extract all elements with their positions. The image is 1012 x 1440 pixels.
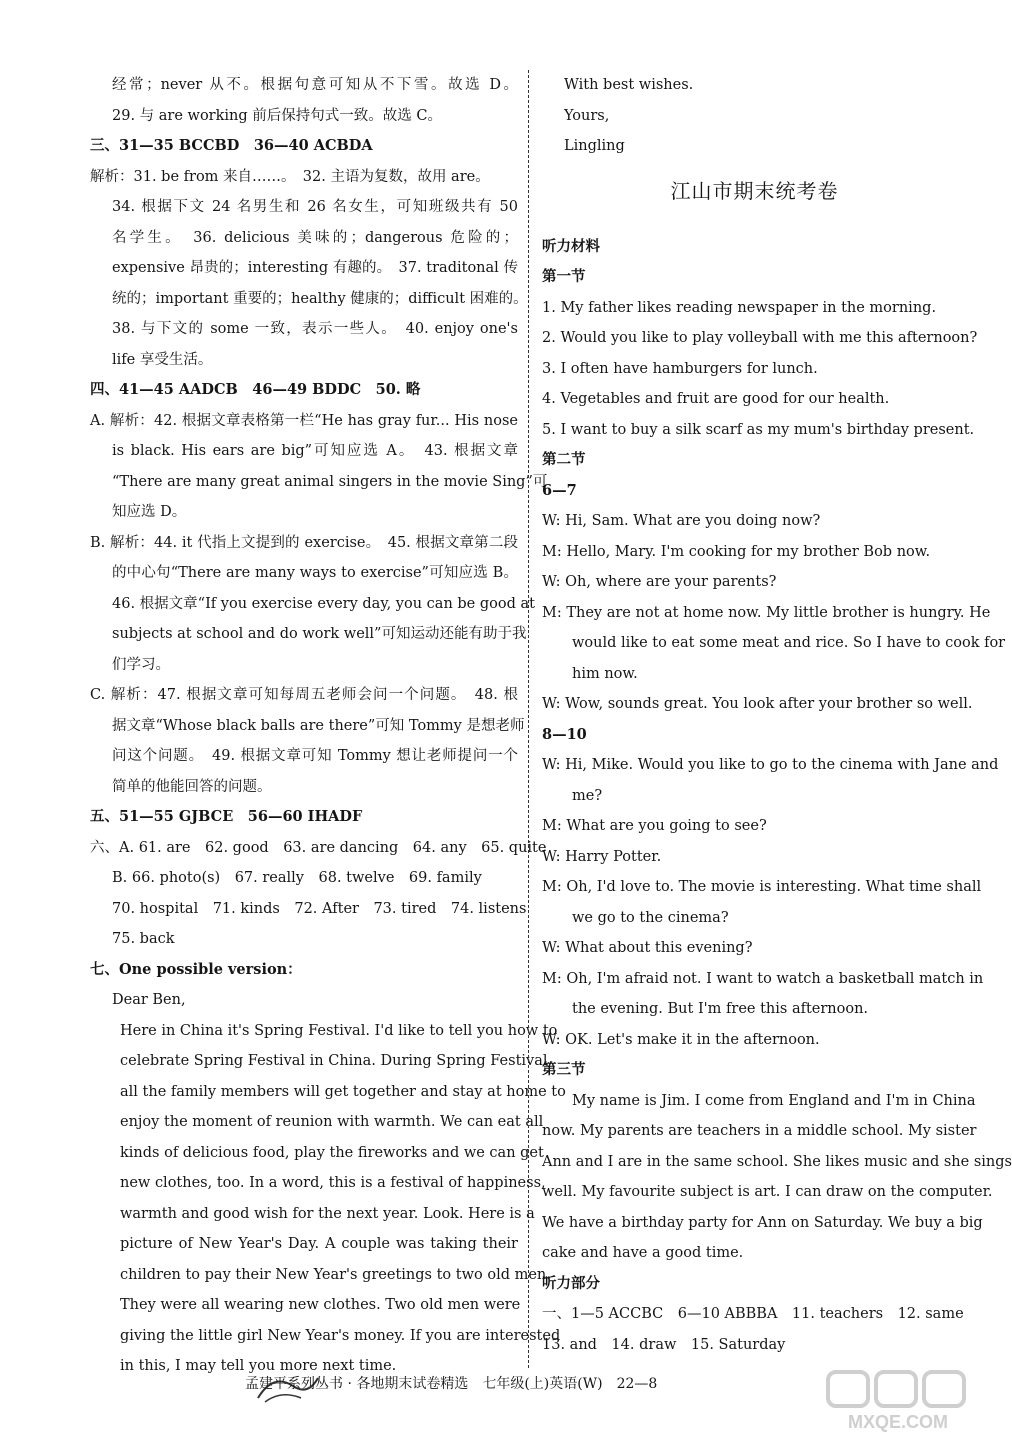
left-column-line: 名学生。 36. delicious 美味的；dangerous 危险的； [112, 229, 518, 246]
letter-closing-line: Yours, [564, 107, 610, 124]
left-column-line: 解析：31. be from 来自……。 32. 主语为复数，故用 are。 [90, 168, 490, 185]
left-column-line: 38. 与下文的 some 一致，表示一些人。 40. enjoy one's [112, 321, 518, 337]
listening-materials [542, 232, 1012, 1361]
listening-line: would like to eat some meat and rice. So I have to cook for [572, 635, 1006, 651]
left-column-line: 四、41—45 AADCB 46—49 BDDC 50. 略 [90, 381, 421, 398]
listening-line: We have a birthday party for Ann on Saturday. We buy a big [542, 1214, 983, 1231]
left-column-line: is black. His ears are big”可知应选 A。 43. 根据文章 [112, 443, 518, 459]
left-column-line: celebrate Spring Festival in China. During Spring Festival, [120, 1053, 553, 1069]
letter-closing [542, 70, 967, 162]
listening-line: 3. I often have hamburgers for lunch. [542, 360, 818, 377]
left-column-line: A. 解析：42. 根据文章表格第一栏“He has gray fur... His nose [90, 412, 518, 429]
listening-line: we go to the cinema? [572, 909, 729, 926]
listening-line: 8—10 [542, 725, 587, 743]
listening-line: M: What are you going to see? [542, 818, 767, 834]
watermark-logo-icon [820, 1368, 980, 1440]
listening-line: 13. and 14. draw 15. Saturday [542, 1336, 786, 1353]
left-column-line: 五、51—55 GJBCE 56—60 IHADF [90, 808, 363, 825]
listening-line: 听力部分 [542, 1274, 600, 1292]
left-column-line: B. 66. photo(s) 67. really 68. twelve 69. family [112, 870, 482, 886]
left-column-line: 简单的他能回答的问题。 [112, 778, 272, 795]
listening-line: 第三节 [542, 1061, 586, 1078]
left-column-line: 三、31—35 BCCBD 36—40 ACBDA [90, 137, 373, 154]
left-column-line: 的中心句“There are many ways to exercise”可知应选 B。 [112, 565, 518, 581]
left-column-line: They were all wearing new clothes. Two old men were [120, 1297, 521, 1313]
left-column-line: 问这个问题。 49. 根据文章可知 Tommy 想让老师提问一个 [112, 748, 518, 764]
listening-line: M: Hello, Mary. I'm cooking for my brother Bob now. [542, 543, 931, 560]
listening-line: W: Hi, Sam. What are you doing now? [542, 513, 821, 529]
listening-line: 2. Would you like to play volleyball with me this afternoon? [542, 330, 978, 346]
left-column-line: children to pay their New Year's greetings to two old men. [120, 1266, 551, 1283]
left-column-line: 75. back [112, 931, 175, 947]
listening-line: W: Hi, Mike. Would you like to go to the cinema with Jane and [542, 757, 999, 773]
listening-line: My name is Jim. I come from England and I'm in China [572, 1092, 976, 1109]
left-column-line: 46. 根据文章“If you exercise every day, you can be good at [112, 595, 535, 612]
listening-line: now. My parents are teachers in a middle school. My sister [542, 1123, 977, 1139]
left-column-line: new clothes, too. In a word, this is a festival of happiness, [120, 1175, 546, 1191]
left-column-line: “There are many great animal singers in the movie Sing”可 [112, 473, 548, 490]
column-divider [528, 70, 529, 1368]
page-footer: 孟建平系列丛书 · 各地期末试卷精选 七年级(上)英语(W) 22—8 [245, 1376, 658, 1392]
listening-line: 听力材料 [542, 237, 600, 255]
left-column-line: 34. 根据下文 24 名男生和 26 名女生，可知班级共有 50 [112, 199, 518, 215]
listening-line: me? [572, 787, 603, 804]
left-column-line: 统的；important 重要的；healthy 健康的；difficult 困难的。 [112, 290, 528, 307]
left-column-line: warmth and good wish for the next year. Look. Here is a [120, 1205, 535, 1222]
listening-line: 4. Vegetables and fruit are good for our health. [542, 391, 890, 407]
left-column-line: 据文章“Whose black balls are there”可知 Tommy 是想老师 [112, 717, 525, 734]
listening-line: W: Oh, where are your parents? [542, 574, 777, 590]
listening-line: cake and have a good time. [542, 1245, 744, 1261]
listening-line: 1. My father likes reading newspaper in the morning. [542, 299, 937, 316]
left-column-line: 知应选 D。 [112, 504, 187, 520]
left-column-line: 经常；never 从不。根据句意可知从不下雪。故选 D。 [112, 77, 518, 93]
left-column-line: 七、One possible version： [90, 960, 302, 978]
listening-line: W: Wow, sounds great. You look after your brother so well. [542, 696, 973, 712]
left-column-line: life 享受生活。 [112, 351, 213, 368]
listening-line: M: Oh, I'm afraid not. I want to watch a basketball match in [542, 970, 984, 987]
listening-line: the evening. But I'm free this afternoon. [572, 1001, 869, 1017]
left-column-line: 六、A. 61. are 62. good 63. are dancing 64. any 65. quite [90, 839, 547, 856]
listening-line: W: What about this evening? [542, 940, 753, 956]
listening-line: 6—7 [542, 481, 577, 499]
left-column-line: enjoy the moment of reunion with warmth. We can eat all [120, 1114, 544, 1130]
listening-line: W: Harry Potter. [542, 848, 662, 865]
left-column-line: expensive 昂贵的；interesting 有趣的。 37. traditonal 传 [112, 260, 518, 276]
section-heading: 江山市期末统考卷 [670, 178, 839, 203]
listening-line: M: Oh, I'd love to. The movie is interesting. What time shall [542, 879, 982, 895]
listening-line: him now. [572, 665, 638, 682]
left-column-line: C. 解析：47. 根据文章可知每周五老师会问一个问题。 48. 根 [90, 687, 518, 703]
left-column-line: picture of New Year's Day. A couple was taking their [120, 1236, 518, 1252]
listening-line: 第一节 [542, 268, 586, 285]
listening-line: M: They are not at home now. My little brother is hungry. He [542, 604, 991, 621]
listening-line: 第二节 [542, 451, 586, 468]
letter-closing-line: Lingling [564, 138, 625, 154]
left-column-line: Here in China it's Spring Festival. I'd like to tell you how to [120, 1022, 558, 1039]
listening-line: 5. I want to buy a silk scarf as my mum's birthday present. [542, 421, 975, 438]
listening-line: W: OK. Let's make it in the afternoon. [542, 1031, 820, 1048]
left-column-line: 29. 与 are working 前后保持句式一致。故选 C。 [112, 107, 442, 124]
letter-closing-line: With best wishes. [564, 77, 694, 93]
left-column-line: 70. hospital 71. kinds 72. After 73. tired 74. listens [112, 900, 527, 917]
left-column-line: kinds of delicious food, play the fireworks and we can get [120, 1144, 544, 1161]
left-column-line: all the family members will get together and stay at home to [120, 1083, 566, 1100]
left-column-line: 们学习。 [112, 656, 170, 673]
left-column-line: giving the little girl New Year's money. If you are interested [120, 1327, 561, 1344]
right-column [542, 70, 1012, 1360]
left-column-line: Dear Ben, [112, 992, 186, 1008]
listening-line: Ann and I are in the same school. She likes music and she sings [542, 1153, 1012, 1170]
watermark-text: MXQE.COM [847, 1412, 949, 1432]
listening-line: 一、1—5 ACCBC 6—10 ABBBA 11. teachers 12. same [542, 1306, 964, 1322]
left-column-line: in this, I may tell you more next time. [120, 1358, 397, 1374]
listening-line: well. My favourite subject is art. I can draw on the computer. [542, 1184, 993, 1200]
left-column-line: subjects at school and do work well”可知运动还能有助于我 [112, 626, 527, 642]
left-column-line: B. 解析：44. it 代指上文提到的 exercise。 45. 根据文章第二段 [90, 534, 518, 551]
